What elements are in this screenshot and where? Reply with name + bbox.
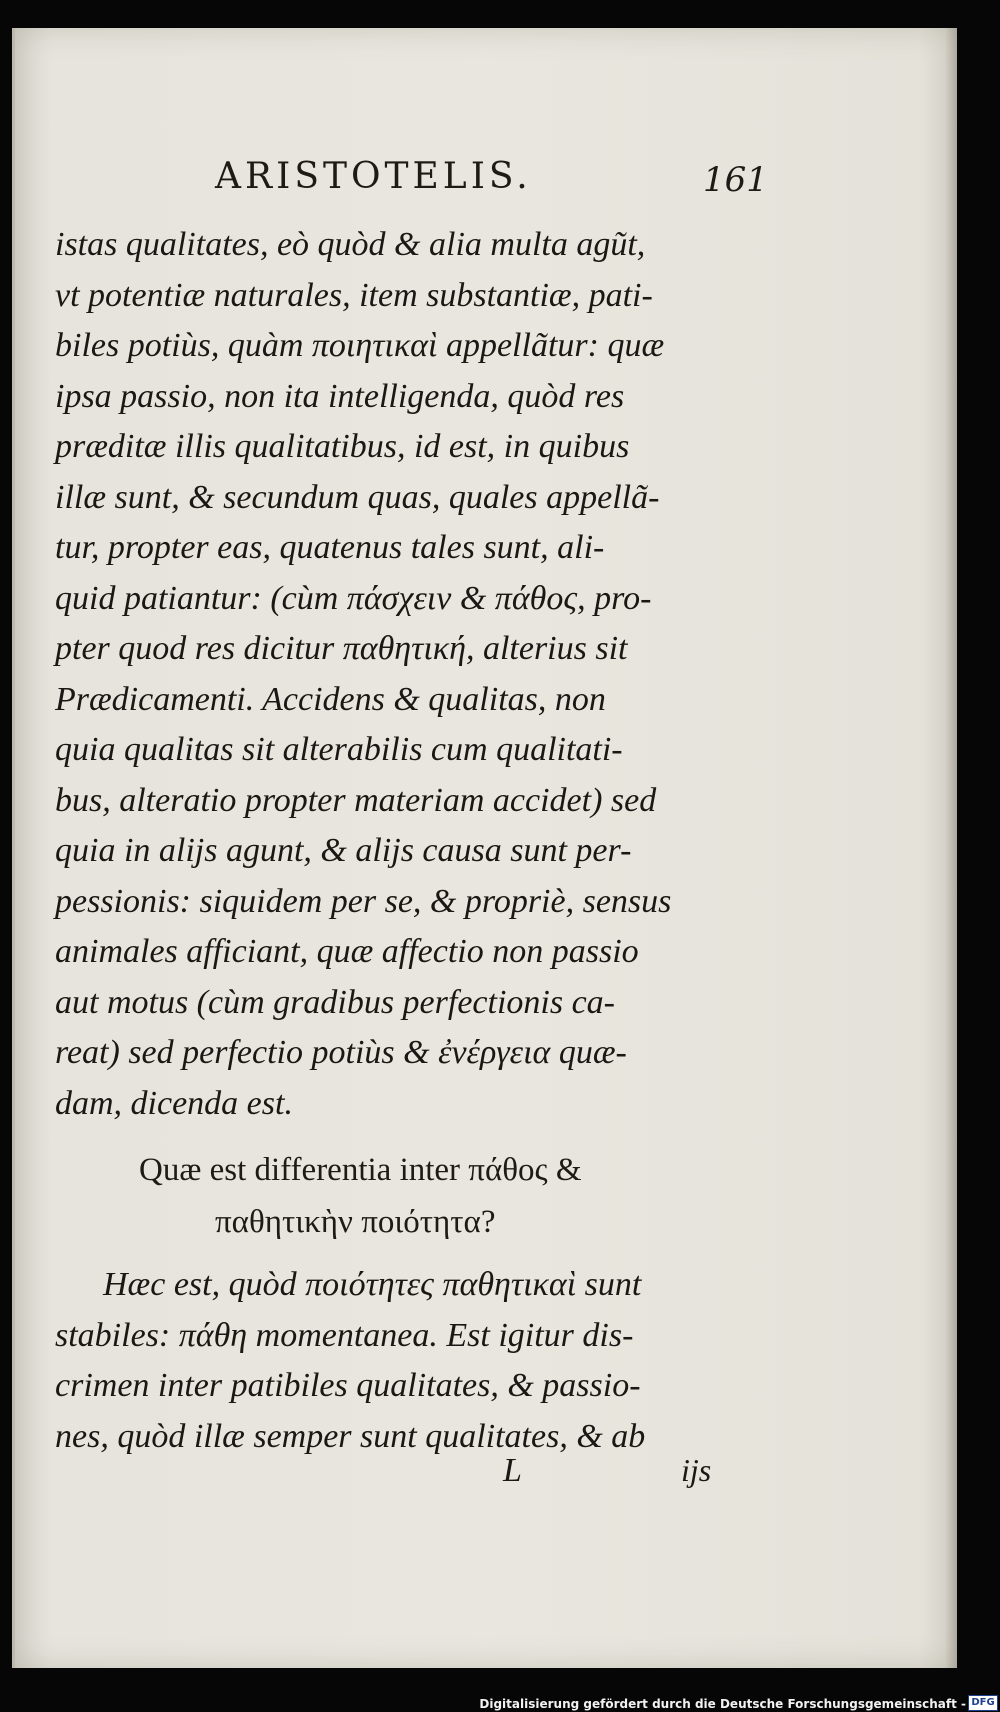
text-line: bus, alteratio propter materiam accidet) sed — [55, 781, 657, 819]
text-line: ipsa passio, non ita intelligenda, quòd res — [55, 377, 625, 415]
body-paragraph — [55, 220, 735, 1129]
text-line: reat) sed perfectio potiùs & ἐνέργεια quæ- — [55, 1034, 627, 1071]
text-line: illæ sunt, & secundum quas, quales appellã- — [55, 478, 660, 516]
running-head: ARISTOTELIS. — [215, 156, 532, 197]
text-line: istas qualitates, eò quòd & alia multa agũt, — [55, 226, 646, 263]
catchword: ijs — [681, 1452, 712, 1488]
text-line: vt potentiæ naturales, item substantiæ, pati- — [55, 276, 653, 314]
text-line: tur, propter eas, quatenus tales sunt, ali- — [55, 529, 605, 566]
text-line: nes, quòd illæ semper sunt qualitates, & ab — [55, 1417, 646, 1455]
question-heading — [55, 1144, 735, 1248]
text-line: Hæc est, quòd ποιότητες παθητικαὶ sunt — [103, 1266, 642, 1303]
text-line: pessionis: siquidem per se, & propriè, sensus — [55, 882, 672, 920]
answer-paragraph — [55, 1260, 735, 1462]
text-line: pter quod res dicitur παθητική, alterius sit — [55, 630, 628, 667]
text-line: quia in alijs agunt, & alijs causa sunt per- — [55, 832, 632, 869]
text-line: dam, dicenda est. — [55, 1084, 293, 1122]
dfg-logo: DFG — [968, 1695, 998, 1711]
signature-mark: L — [503, 1452, 522, 1489]
text-line: biles potiùs, quàm ποιητικαὶ appellãtur: quæ — [55, 327, 665, 364]
text-line: quid patiantur: (cùm πάσχειν & πάθος, pro- — [55, 579, 652, 617]
digitization-credit: Digitalisierung gefördert durch die Deutsche Forschungsgemeinschaft - — [479, 1697, 966, 1711]
page-number: 161 — [703, 160, 768, 200]
book-page — [12, 28, 957, 1668]
text-line: quia qualitas sit alterabilis cum qualitati- — [55, 731, 623, 768]
heading-line: Quæ est differentia inter πάθος & — [139, 1152, 582, 1188]
text-line: animales afficiant, quæ affectio non passio — [55, 933, 639, 970]
text-line: stabiles: πάθη momentanea. Est igitur dis- — [55, 1316, 634, 1354]
text-line: præditæ illis qualitatibus, id est, in quibus — [55, 428, 630, 465]
text-line: Prædicamenti. Accidens & qualitas, non — [55, 680, 606, 718]
heading-line: παθητικὴν ποιότητα? — [215, 1204, 496, 1240]
text-line: crimen inter patibiles qualitates, & passio- — [55, 1367, 641, 1404]
text-line: aut motus (cùm gradibus perfectionis ca- — [55, 983, 615, 1021]
